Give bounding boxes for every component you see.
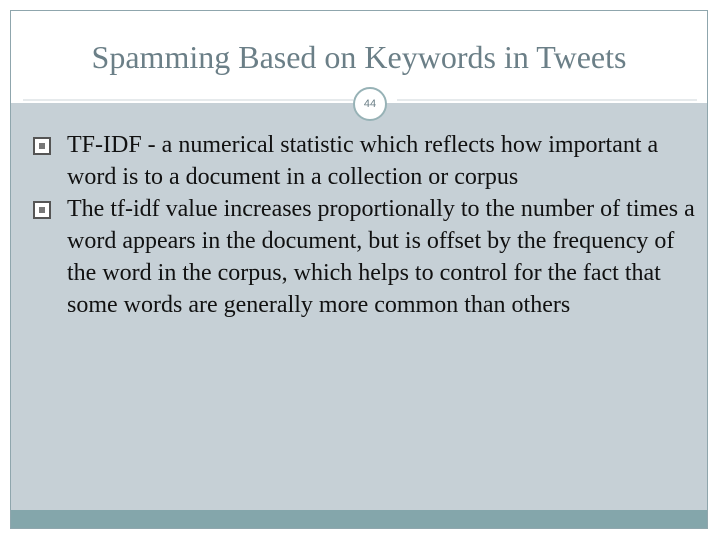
slide-number-badge: 44 [353,87,387,121]
square-bullet-icon [33,201,51,219]
bullet-item [33,129,697,193]
slide-title: Spamming Based on Keywords in Tweets [91,39,627,75]
title-divider-left [23,99,353,101]
slide-content [33,129,697,321]
title-area [11,11,707,110]
square-bullet-icon [33,137,51,155]
bullet-item [33,193,697,321]
slide-frame [10,10,708,529]
title-divider-right [397,99,697,101]
bullet-text: The tf-idf value increases proportionally to the number of times a word appears in the document, but is offset by the frequency of the word in the corpus, which helps to control for the fact that some words are generally more common than others [67,196,695,318]
footer-bar [11,510,707,528]
bullet-text: TF-IDF - a numerical statistic which reflects how important a word is to a document in a collection or corpus [67,132,659,190]
